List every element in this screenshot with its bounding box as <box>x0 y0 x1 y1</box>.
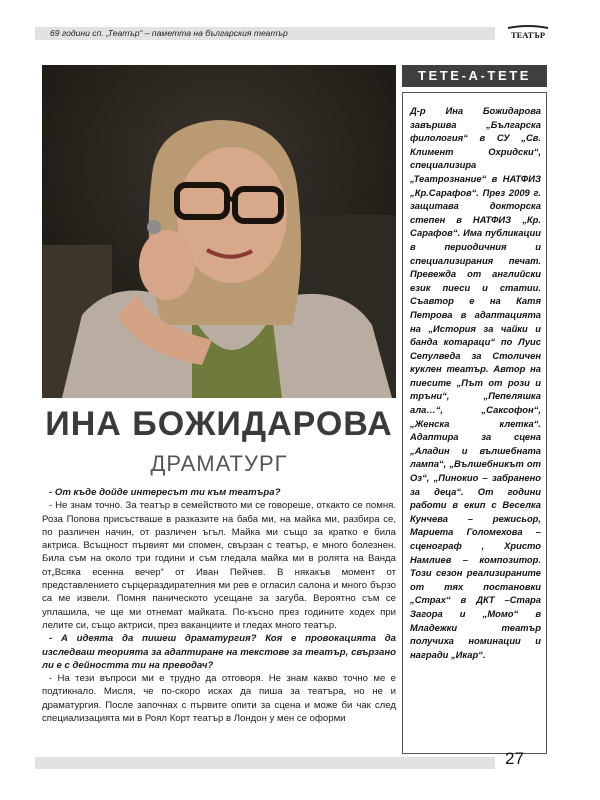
running-title: 69 години сп. „Театър“ – паметта на българския театър <box>50 28 288 38</box>
interview-question: - От къде дойде интересът ти към театъра? <box>49 487 281 498</box>
bio-text: Д-р Ина Божидарова завършва „Българска филология“ в СУ „Св. Климент Охридски“, специализира „Театрознание“ в НАТФИЗ „Кр.Сарафов“. През 2009 г. защитава докторска степен в НАТФИЗ „Кр. Сарафов“. Има публикации в периодичния и специализирания печат. Превежда от английски език пиеси и статии. Съавтор е на Катя Петрова в адаптацията на „История за чайки и банда котараци“ по Луис Сепулведа за Столичен куклен театър. Автор на пиесите „Път от рози и тръни“, „Пепеляшка ала…“, „Саксофон“, „Женска клетка“. Адаптира за сцена „Аладин и вълшебната лампа“, „Вълшебникът от Оз“, „Пинокио – забранено за деца“. От години работи в екип с Веселка Кунчева – режисьор, Мариета Голомехова – сценограф , Христо Намлиев – композитор. Този сезон реализираните от тях постановки „Страх“ в ДКТ –Стара Загора и „Момо“ в Младежки театър получиха номинации и награди „Икар“. <box>410 105 541 660</box>
person-name: ИНА БОЖИДАРОВА <box>45 405 393 443</box>
page-number: 27 <box>505 749 524 768</box>
portrait-photo <box>42 65 396 398</box>
portrait-illustration <box>42 65 396 398</box>
person-role: ДРАМАТУРГ <box>150 451 288 476</box>
section-label: ТЕТЕ-А-ТЕТЕ <box>417 68 532 83</box>
logo-text: ТЕАТЪР <box>510 30 546 40</box>
magazine-logo <box>506 24 550 40</box>
interview-article <box>42 486 396 725</box>
interview-question: - А идеята да пишеш драматургия? Коя е провокацията да изследваш теорията за адаптиране на текстове за театър, свързано ли е с дейността ти на преводач? <box>42 633 396 671</box>
interview-answer: - Не знам точно. За театър в семейството ми се говореше, откакто се помня. Роза Попова присъстваше в разказите на баба ми, на майка ми, разбира се, по различен начин, от различен ъгъл. Майка ми също за кратко е била актриса. Всъщност първият ми спомен, свързан с театър, е много болезнен. Била съм на около три години и съм гледала майка ми в ролята на Ванда от„Всяка есенна вечер“ от Иван Пейчев. В някакъв момент от представлението сърцераздирателния ми рев е огласил салона и много бързо са ме извели. Помня паническото усещане за загуба. Вероятно съм се уплашила, че ще ми отнемат майката. По-късно през годините ходех при лелите си, също актриси, през ваканциите и гледах много театър. <box>42 500 396 631</box>
interview-answer: - На тези въпроси ми е трудно да отговоря. Не знам какво точно ме е подтикнало. Мисля, че по-скоро исках да пиша за театъра, но не и драматургия. После започнах с първите опити за сцена и може би чак след специализацията ми в Роял Корт театър в Лондон у мен се оформи <box>42 673 396 725</box>
footer-band <box>35 757 495 769</box>
